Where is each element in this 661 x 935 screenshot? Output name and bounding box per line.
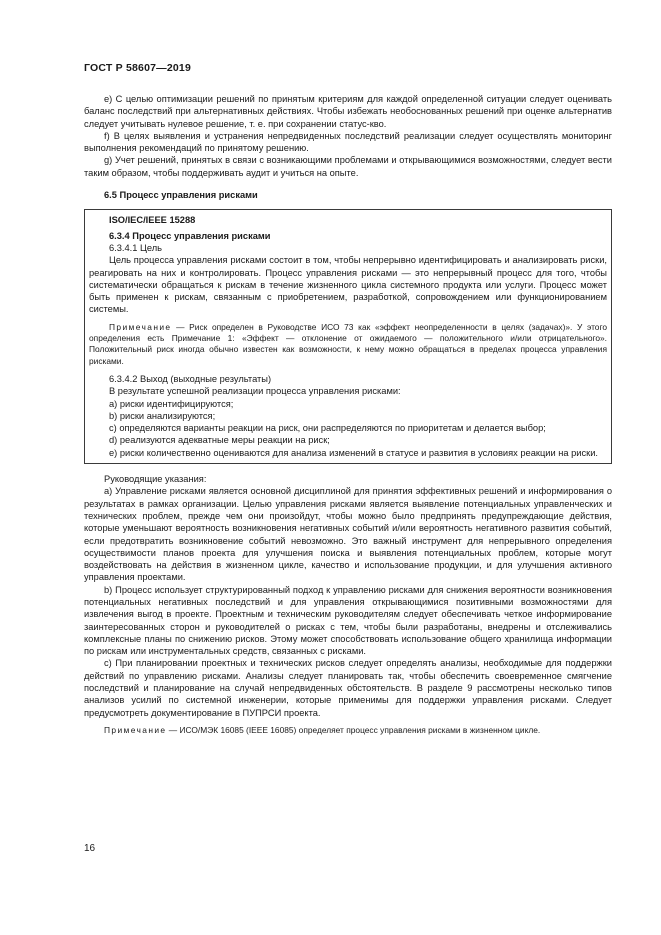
box-note-text: — Риск определен в Руководстве ИСО 73 как «эффект неопределенности в целях (задачах)». У этого определения есть Примечание 1: «Эффект — отклонение от ожидаемого — положительного и/или отрицательного». Положительный риск иногда обычно известен как возможности, к нему можно обращаться в пределах процесса управления рисками. — [89, 321, 607, 366]
intro-item-g: g) Учет решений, принятых в связи с возникающими проблемами и открывающимися возможностями, следует вести таким образом, чтобы поддерживать аудит и учиться на опыте. — [84, 155, 612, 178]
outcome-item-b: b) риски анализируются; — [109, 410, 216, 421]
outcome-item-a: a) риски идентифицируются; — [109, 398, 234, 409]
box-note-label: Примечание — [109, 321, 172, 332]
quoted-standard-name: ISO/IEC/IEEE 15288 — [109, 215, 196, 226]
outcomes-intro: В результате успешной реализации процесса управления рисками: — [109, 386, 401, 397]
guidance-item-a: a) Управление рисками является основной дисциплиной для принятия эффективных решений и информирования о результатах в рамках организации. Целью управления рисками является выявление потенциальных управленческих и технических проблем, прежде чем они произойдут, чтобы можно было предпринять предупреждающие действия, которые уменьшают вероятность возникновения негативных событий и/или вероятность негативного развития событий, если предотвратить возникновение событий невозможно. Это важный инструмент для непрерывного определения осуществимости планов проекта для улучшения поиска и выявления потенциальных проблем, которые могут воздействовать на действия в жизненном цикле, качество и использование продукции, и для улучшения активного управления проектами. — [84, 486, 612, 583]
intro-item-f: f) В целях выявления и устранения непредвиденных последствий реализации следует осуществлять мониторинг выполнения рекомендаций по принятому решению. — [84, 130, 612, 154]
clause-heading: 6.3.4 Процесс управления рисками — [109, 230, 271, 241]
box-note — [89, 322, 607, 367]
standard-quote-box — [84, 209, 612, 464]
guidance-note-text: — ИСО/МЭК 16085 (IEEE 16085) определяет процесс управления рисками в жизненном цикле. — [166, 724, 541, 735]
outcomes-heading: 6.3.4.2 Выход (выходные результаты) — [109, 373, 272, 384]
outcome-item-c: c) определяются варианты реакции на риск, они распределяются по приоритетам и делается выбор; — [109, 423, 546, 434]
guidance-heading: Руководящие указания: — [104, 474, 207, 485]
section-heading: 6.5 Процесс управления рисками — [104, 190, 258, 201]
guidance-item-c: c) При планировании проектных и технических рисков следует определять анализы, необходимые для поддержки действий по управлению рисками. Анализы следует планировать так, чтобы обеспечить своевременное смягчение последствий и планирование на случай непредвиденных обстоятельств. В разделе 9 рассмотрены несколько типов анализов усилий по системной инженерии, которые применимы для поддержки управления рисками. Следует предусмотреть документирование в ПУПРСИ проекта. — [84, 658, 612, 718]
purpose-heading: 6.3.4.1 Цель — [109, 242, 163, 253]
guidance-note — [84, 725, 612, 736]
guidance-note-label: Примечание — [104, 724, 167, 735]
outcome-item-e: e) риски количественно оцениваются для анализа изменений в статусе и развития в условиях реакции на риски. — [109, 447, 598, 458]
guidance-item-b: b) Процесс использует структурированный подход к управлению рисками для снижения вероятности возникновения потенциальных негативных последствий и для управления открывающимися позитивными возможностями для извлечения выгод в проекте. Проектным и техническим руководителям следует обеспечивать четкое информирование заинтересованных сторон и руководителей о рисках с тем, чтобы были разработаны, внедрены и отслеживались комплексные планы по снижению рисков. Этому может способствовать использование общего хранилища информации по рискам или инструментальных средств, связанных с рисками. — [84, 584, 612, 657]
page-header-standard-code: ГОСТ Р 58607—2019 — [84, 62, 192, 74]
outcome-item-d: d) реализуются адекватные меры реакции на риск; — [109, 435, 330, 446]
page-number: 16 — [84, 843, 96, 854]
page-body — [84, 93, 612, 736]
purpose-text: Цель процесса управления рисками состоит в том, чтобы непрерывно идентифицировать и анализировать риски, реагировать на них и контролировать. Процесс управления рисками — это непрерывный процесс для того, чтобы систематически обращаться к рискам в течение жизненного цикла системного продукта или услуги. Процесс может быть применен к рискам, связанным с приобретением, разработкой, сопровождением или функционированием системы. — [89, 255, 607, 315]
intro-item-e: e) С целью оптимизации решений по принятым критериям для каждой определенной ситуации следует оценивать баланс последствий при альтернативных действиях. Чтобы избежать необоснованных решений при оценке альтернатив следует учитывать нулевое решение, т. е. при сохранении статус-кво. — [84, 94, 612, 129]
